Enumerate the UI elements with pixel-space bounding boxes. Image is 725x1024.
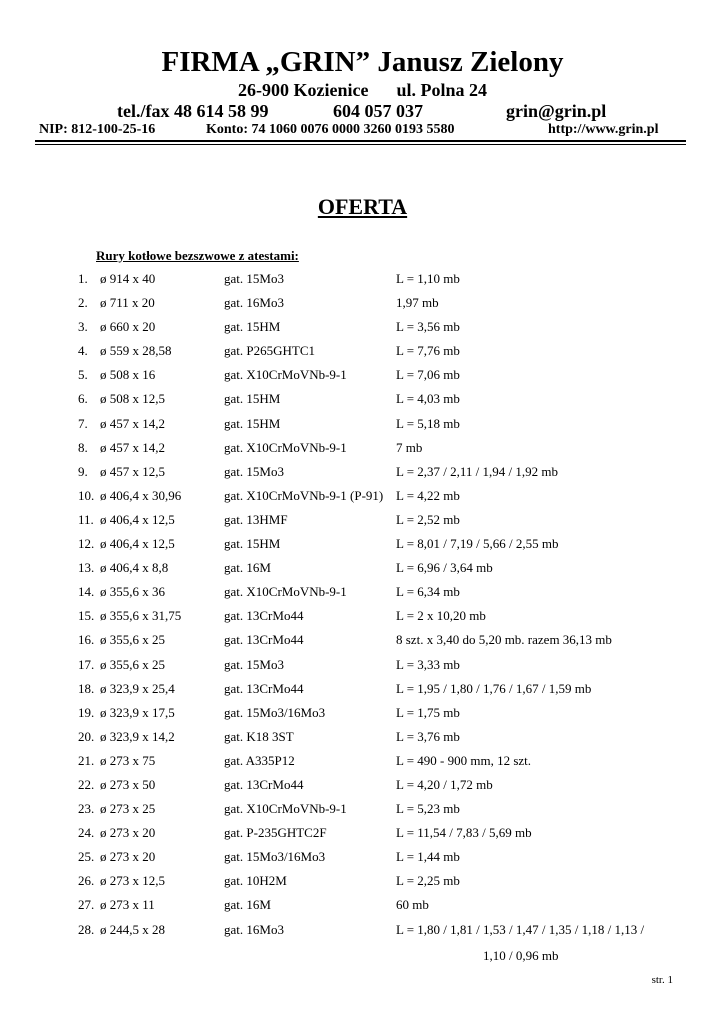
item-grade: gat. 15Mo3/16Mo3 <box>224 704 326 720</box>
item-number: 28. <box>78 921 95 937</box>
item-grade: gat. 15Mo3 <box>224 463 284 479</box>
item-number: 24. <box>78 825 95 841</box>
company-bank-account: Konto: 74 1060 0076 0000 3260 0193 5580 <box>206 122 455 137</box>
item-number: 17. <box>78 656 95 672</box>
list-item <box>0 729 725 753</box>
company-mobile: 604 057 037 <box>333 101 423 121</box>
item-dimension: ø 323,9 x 25,4 <box>100 680 175 696</box>
item-length: L = 5,18 mb <box>396 415 460 431</box>
list-item <box>0 343 725 367</box>
item-length: L = 1,44 mb <box>396 849 460 865</box>
item-dimension: ø 244,5 x 28 <box>100 921 165 937</box>
item-dimension: ø 457 x 12,5 <box>100 463 165 479</box>
item-grade: gat. 15Mo3 <box>224 271 284 286</box>
item-length: L = 2,25 mb <box>396 873 460 889</box>
list-item <box>0 536 725 560</box>
item-number: 26. <box>78 873 95 889</box>
item-grade: gat. X10CrMoVNb-9-1 <box>224 439 347 455</box>
item-length: L = 7,06 mb <box>396 367 460 383</box>
page-number: str. 1 <box>651 974 673 986</box>
item-grade: gat. 13CrMo44 <box>224 608 304 624</box>
list-item <box>0 705 725 729</box>
list-item <box>0 367 725 391</box>
company-street: ul. Polna 24 <box>396 80 487 100</box>
item-dimension: ø 273 x 25 <box>100 801 156 817</box>
item-number: 20. <box>78 728 95 744</box>
item-dimension: ø 273 x 75 <box>100 752 156 768</box>
list-item <box>0 416 725 440</box>
item-number: 2. <box>78 295 88 311</box>
item-dimension: ø 457 x 14,2 <box>100 439 165 455</box>
item-number: 19. <box>78 704 95 720</box>
list-item <box>0 391 725 415</box>
item-number: 23. <box>78 801 95 817</box>
item-grade: gat. 15Mo3/16Mo3 <box>224 849 326 865</box>
item-dimension: ø 273 x 11 <box>100 897 155 913</box>
list-item <box>0 512 725 536</box>
item-length: L = 4,20 / 1,72 mb <box>396 776 493 792</box>
item-number: 14. <box>78 584 95 600</box>
item-dimension: ø 406,4 x 8,8 <box>100 560 169 576</box>
list-item <box>0 825 725 849</box>
item-grade: gat. 16M <box>224 897 271 913</box>
item-length: L = 2,37 / 2,11 / 1,94 / 1,92 mb <box>396 463 559 479</box>
item-grade: gat. X10CrMoVNb-9-1 <box>224 367 347 383</box>
item-dimension: ø 914 x 40 <box>100 271 156 286</box>
list-item <box>0 753 725 777</box>
item-length: L = 490 - 900 mm, 12 szt. <box>396 752 532 768</box>
item-grade: gat. K18 3ST <box>224 728 294 744</box>
list-item <box>0 897 725 921</box>
item-dimension: ø 323,9 x 14,2 <box>100 728 175 744</box>
item-grade: gat. X10CrMoVNb-9-1 <box>224 584 347 600</box>
item-dimension: ø 559 x 28,58 <box>100 343 172 359</box>
header-divider-thick <box>35 140 686 142</box>
item-grade: gat. X10CrMoVNb-9-1 <box>224 801 347 817</box>
item-length: L = 4,03 mb <box>396 391 460 407</box>
item-number: 27. <box>78 897 95 913</box>
item-number: 7. <box>78 415 88 431</box>
company-city: 26-900 Kozienice <box>238 80 369 100</box>
item-grade: gat. P-235GHTC2F <box>224 825 327 841</box>
item-grade: gat. A335P12 <box>224 752 295 768</box>
item-length: L = 5,23 mb <box>396 801 460 817</box>
item-length: 60 mb <box>396 897 429 913</box>
item-dimension: ø 508 x 12,5 <box>100 391 165 407</box>
item-length: L = 11,54 / 7,83 / 5,69 mb <box>396 825 532 841</box>
item-number: 21. <box>78 752 95 768</box>
company-email: grin@grin.pl <box>506 101 607 121</box>
offer-item-list <box>0 271 725 946</box>
item-number: 6. <box>78 391 88 407</box>
item-dimension: ø 660 x 20 <box>100 319 156 335</box>
item-dimension: ø 273 x 50 <box>100 776 156 792</box>
item-length: 8 szt. x 3,40 do 5,20 mb. razem 36,13 mb <box>396 632 612 648</box>
list-item <box>0 777 725 801</box>
item-length: L = 3,33 mb <box>396 656 460 672</box>
header-divider-thin <box>35 144 686 145</box>
item-length: L = 1,95 / 1,80 / 1,76 / 1,67 / 1,59 mb <box>396 680 592 696</box>
item-length: L = 4,22 mb <box>396 487 460 503</box>
item-number: 5. <box>78 367 88 383</box>
company-nip: NIP: 812-100-25-16 <box>39 122 156 137</box>
item-dimension: ø 355,6 x 36 <box>100 584 165 600</box>
item-number: 1. <box>78 271 88 286</box>
item-length: 1,97 mb <box>396 295 439 311</box>
item-number: 22. <box>78 776 95 792</box>
list-item <box>0 632 725 656</box>
item-dimension: ø 273 x 20 <box>100 825 156 841</box>
item-length: L = 7,76 mb <box>396 343 460 359</box>
item-dimension: ø 355,6 x 31,75 <box>100 608 182 624</box>
item-length: L = 6,34 mb <box>396 584 460 600</box>
list-item <box>0 608 725 632</box>
item-grade: gat. P265GHTC1 <box>224 343 315 359</box>
list-item <box>0 849 725 873</box>
item-number: 25. <box>78 849 95 865</box>
section-heading: Rury kotłowe bezszwowe z atestami: <box>96 248 299 263</box>
item-number: 11. <box>78 511 94 527</box>
item-length: L = 8,01 / 7,19 / 5,66 / 2,55 mb <box>396 536 559 552</box>
item-number: 9. <box>78 463 88 479</box>
company-telfax: tel./fax 48 614 58 99 <box>117 101 269 121</box>
list-item <box>0 319 725 343</box>
list-item <box>0 584 725 608</box>
item-28-continuation: 1,10 / 0,96 mb <box>483 948 559 963</box>
item-length: L = 6,96 / 3,64 mb <box>396 560 493 576</box>
list-item <box>0 560 725 584</box>
item-length: L = 3,76 mb <box>396 728 460 744</box>
item-grade: gat. 13HMF <box>224 511 288 527</box>
list-item <box>0 440 725 464</box>
item-length: L = 1,75 mb <box>396 704 460 720</box>
list-item <box>0 922 725 946</box>
item-grade: gat. 13CrMo44 <box>224 776 304 792</box>
item-dimension: ø 406,4 x 12,5 <box>100 536 175 552</box>
list-item <box>0 681 725 705</box>
item-grade: gat. 16M <box>224 560 271 576</box>
item-dimension: ø 711 x 20 <box>100 295 155 311</box>
item-number: 8. <box>78 439 88 455</box>
item-grade: gat. 15HM <box>224 536 281 552</box>
item-grade: gat. 16Mo3 <box>224 295 284 311</box>
item-grade: gat. 13CrMo44 <box>224 632 304 648</box>
item-grade: gat. 10H2M <box>224 873 287 889</box>
list-item <box>0 801 725 825</box>
item-dimension: ø 457 x 14,2 <box>100 415 165 431</box>
company-address <box>0 79 725 101</box>
item-grade: gat. 15HM <box>224 391 281 407</box>
item-grade: gat. X10CrMoVNb-9-1 (P-91) <box>224 487 384 503</box>
item-number: 10. <box>78 487 95 503</box>
item-number: 13. <box>78 560 95 576</box>
item-length: L = 2 x 10,20 mb <box>396 608 486 624</box>
document-title: OFERTA <box>317 194 408 219</box>
item-dimension: ø 323,9 x 17,5 <box>100 704 175 720</box>
item-number: 18. <box>78 680 95 696</box>
list-item <box>0 295 725 319</box>
item-dimension: ø 406,4 x 12,5 <box>100 511 175 527</box>
company-website: http://www.grin.pl <box>548 122 659 137</box>
item-dimension: ø 406,4 x 30,96 <box>100 487 182 503</box>
item-dimension: ø 273 x 12,5 <box>100 873 165 889</box>
list-item <box>0 873 725 897</box>
item-grade: gat. 15Mo3 <box>224 656 284 672</box>
item-dimension: ø 355,6 x 25 <box>100 632 165 648</box>
item-grade: gat. 15HM <box>224 415 281 431</box>
item-dimension: ø 273 x 20 <box>100 849 156 865</box>
item-number: 15. <box>78 608 95 624</box>
item-number: 16. <box>78 632 95 648</box>
item-length: L = 3,56 mb <box>396 319 460 335</box>
item-number: 12. <box>78 536 95 552</box>
company-name: FIRMA „GRIN” Janusz Zielony <box>161 46 564 78</box>
list-item <box>0 271 725 295</box>
list-item <box>0 464 725 488</box>
item-number: 4. <box>78 343 88 359</box>
item-length: L = 2,52 mb <box>396 511 460 527</box>
item-grade: gat. 16Mo3 <box>224 921 284 937</box>
item-dimension: ø 355,6 x 25 <box>100 656 165 672</box>
item-length: L = 1,80 / 1,81 / 1,53 / 1,47 / 1,35 / 1,18 / 1,13 / <box>396 921 645 937</box>
list-item <box>0 488 725 512</box>
list-item <box>0 657 725 681</box>
item-grade: gat. 13CrMo44 <box>224 680 304 696</box>
item-number: 3. <box>78 319 88 335</box>
item-dimension: ø 508 x 16 <box>100 367 156 383</box>
item-length: 7 mb <box>396 439 423 455</box>
item-length: L = 1,10 mb <box>396 271 460 286</box>
item-grade: gat. 15HM <box>224 319 281 335</box>
